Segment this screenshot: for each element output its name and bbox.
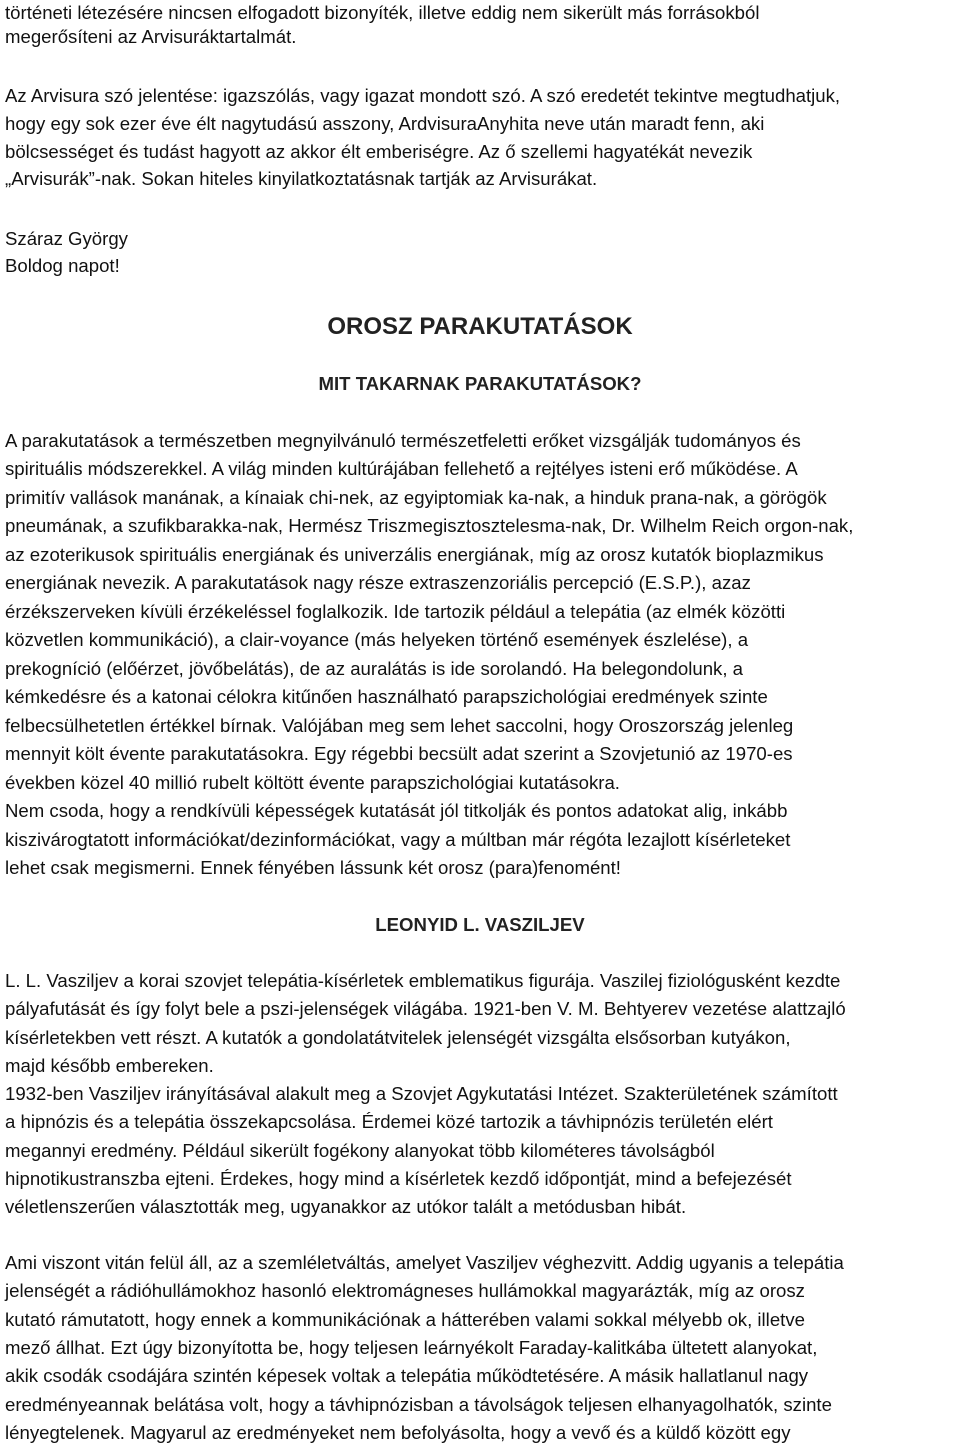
text-line: Az Arvisura szó jelentése: igazszólás, vagy igazat mondott szó. A szó eredetét tekintve megtudhatjuk,: [5, 85, 841, 106]
text-line: majd később embereken.: [5, 1055, 214, 1076]
text-line: energiának nevezik. A parakutatások nagy része extraszenzoriális percepció (E.S.P.), azaz: [5, 572, 751, 593]
section-title: OROSZ PARAKUTATÁSOK: [327, 313, 633, 340]
text-line: lényegtelenek. Magyarul az eredményeket nem befolyásolta, hogy a vevő és a küldő között egy: [5, 1422, 791, 1443]
text-line: mező állhat. Ezt úgy bizonyította be, hogy teljesen leárnyékolt Faraday-kalitkába ültetett alanyokat,: [5, 1337, 818, 1358]
text-line: kémkedésre és a katonai célokra kitűnően használható parapszichológiai eredmények szinte: [5, 686, 768, 707]
text-line: eredményeannak belátása volt, hogy a távhipnózisban a távolságok teljesen elhanyagolhatók, szinte: [5, 1394, 832, 1415]
text-line: primitív vallások manának, a kínaiak chi-nek, az egyiptomiak ka-nak, a hinduk prana-nak, a görögök: [5, 487, 827, 508]
text-line: kutató rámutatott, hogy ennek a kommunikációnak a hátterében valami sokkal mélyebb ok, illetve: [5, 1309, 805, 1330]
text-line: hogy egy sok ezer éve élt nagytudású asszony, ArdvisuraAnyhita neve után maradt fenn, aki: [5, 113, 765, 134]
text-line: bölcsességet és tudást hagyott az akkor élt emberiségre. Az ő szellemi hagyatékát nevezik: [5, 141, 753, 162]
text-line: lehet csak megismerni. Ennek fényében lássunk két orosz (para)fenomént!: [5, 857, 621, 878]
text-line: „Arvisurák”-nak. Sokan hiteles kinyilatkoztatásnak tartják az Arvisurákat.: [5, 168, 598, 189]
text-line: években közel 40 millió rubelt költött évente parapszichológiai kutatásokra.: [5, 772, 620, 793]
text-line: hipnotikustranszba ejteni. Érdekes, hogy mind a kísérletek kezdő időpontját, mind a befejezését: [5, 1168, 792, 1189]
text-line: pneumának, a szufikbarakka-nak, Hermész Triszmegisztosztelesma-nak, Dr. Wilhelm Reich orgon-nak,: [5, 515, 854, 536]
text-line: spirituális módszerekkel. A világ minden kultúrájában fellehető a rejtélyes isteni erő működése. A: [5, 458, 798, 479]
text-line: felbecsülhetetlen értékkel bírnak. Valójában meg sem lehet saccolni, hogy Oroszország jelenleg: [5, 715, 794, 736]
author-name: Száraz György: [5, 228, 128, 249]
text-line: Ami viszont vitán felül áll, az a szemléletváltás, amelyet Vasziljev véghezvitt. Addig ugyanis a telepátia: [5, 1252, 844, 1273]
text-line: L. L. Vasziljev a korai szovjet telepátia-kísérletek emblematikus figurája. Vaszilej fiziológusként kezdte: [5, 970, 841, 991]
text-line: 1932-ben Vasziljev irányításával alakult meg a Szovjet Agykutatási Intézet. Szakterületének számított: [5, 1083, 838, 1104]
person-heading: LEONYID L. VASZILJEV: [375, 914, 585, 935]
text-line: a hipnózis és a telepátia összekapcsolása. Érdemei közé tartozik a távhipnózis területén elért: [5, 1111, 773, 1132]
section-subtitle: MIT TAKARNAK PARAKUTATÁSOK?: [318, 373, 642, 394]
text-line: pályafutását és így folyt bele a pszi-jelenségek világába. 1921-ben V. M. Behtyerev vezetése alattzajló: [5, 998, 846, 1019]
greeting: Boldog napot!: [5, 255, 120, 276]
text-line: mennyit költ évente parakutatásokra. Egy régebbi becsült adat szerint a Szovjetunió az 1970-es: [5, 743, 793, 764]
text-line: érzékszerveken kívüli érzékeléssel foglalkozik. Ide tartozik például a telepátia (az elmék közötti: [5, 601, 786, 622]
text-line: közvetlen kommunikáció), a clair-voyance (más helyeken történő események észlelése), a: [5, 629, 749, 650]
text-line: Nem csoda, hogy a rendkívüli képességek kutatását jól titkolják és pontos adatokat alig, inkább: [5, 800, 788, 821]
text-line: az ezoterikusok spirituális energiának és univerzális energiának, míg az orosz kutatók bioplazmikus: [5, 544, 824, 565]
text-line: jelenségét a rádióhullámokhoz hasonló elektromágneses hullámokkal magyarázták, míg az orosz: [5, 1280, 805, 1301]
text-line: kiszivárogtatott információkat/dezinformációkat, vagy a múltban már régóta lezajlott kísérleteket: [5, 829, 791, 850]
text-line: történeti létezésére nincsen elfogadott bizonyíték, illetve eddig nem sikerült más forrásokból: [5, 2, 760, 23]
text-line: megerősíteni az Arvisuráktartalmát.: [5, 26, 297, 47]
text-line: prekogníció (előérzet, jövőbelátás), de az auralátás is ide sorolandó. Ha belegondolunk, a: [5, 658, 744, 679]
text-line: A parakutatások a természetben megnyilvánuló természetfeletti erőket vizsgálják tudományos és: [5, 430, 801, 451]
text-line: véletlenszerűen választották meg, ugyanakkor az utókor talált a metódusban hibát.: [5, 1196, 687, 1217]
text-line: akik csodák csodájára szintén képesek voltak a telepátia működtetésére. A másik hallatlanul nagy: [5, 1365, 809, 1386]
text-line: kísérletekben vett részt. A kutatók a gondolatátvitelek jelenségét vizsgálta elsősorban kutyákon,: [5, 1027, 791, 1048]
text-line: megannyi eredmény. Például sikerült fogékony alanyokat több kilométeres távolságból: [5, 1140, 715, 1161]
